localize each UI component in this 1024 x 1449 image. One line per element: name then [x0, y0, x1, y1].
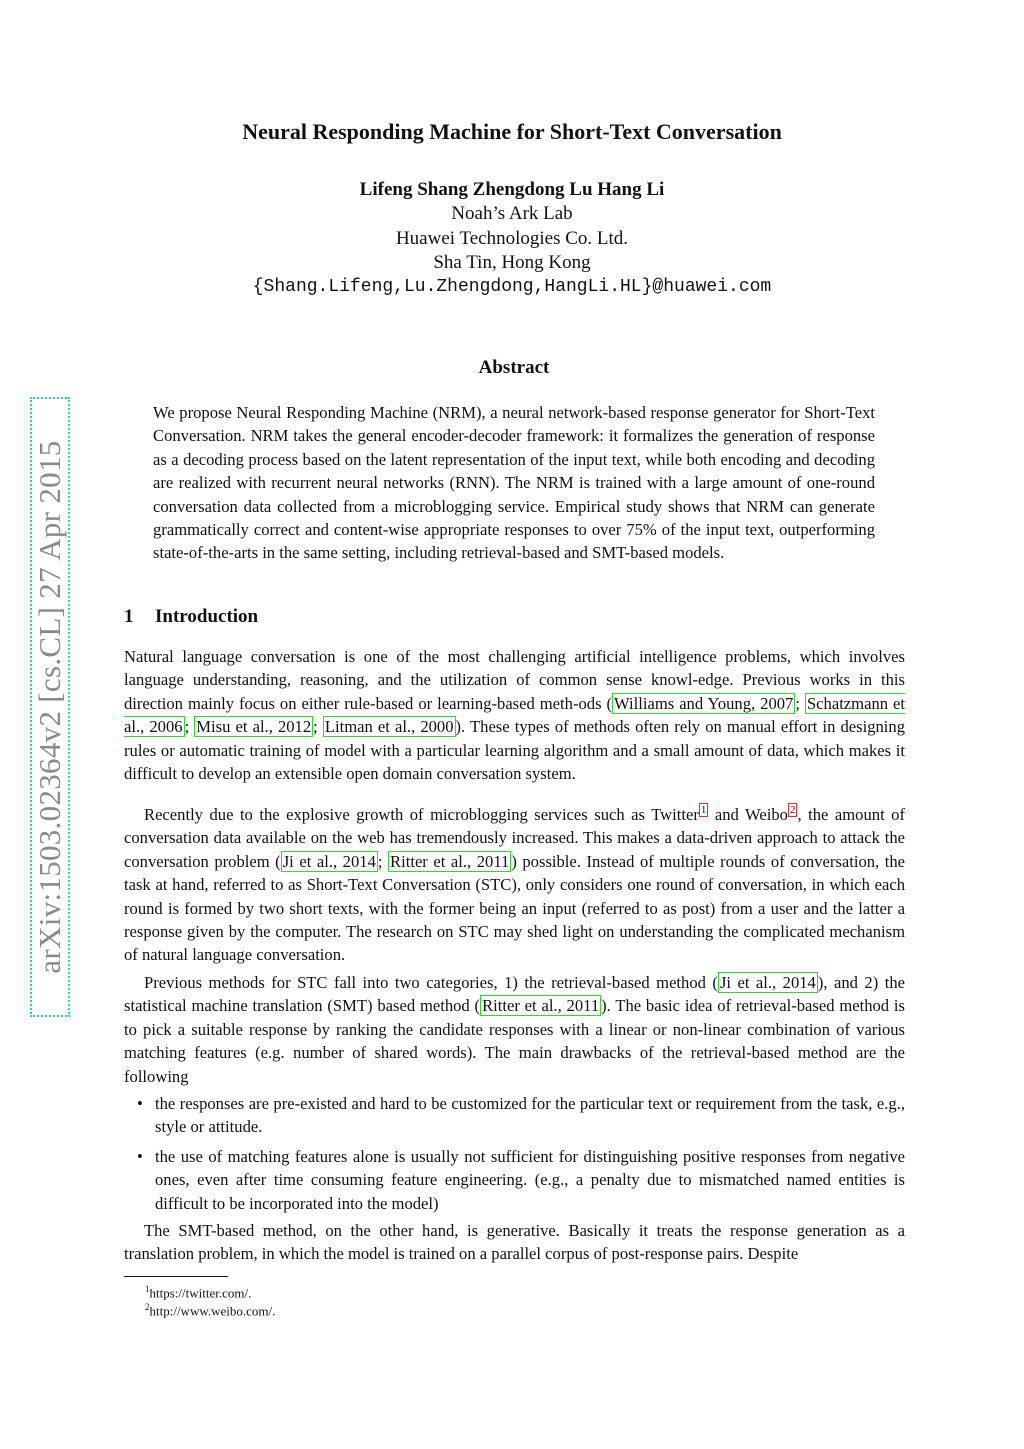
citation-link[interactable]: Litman et al., 2000	[324, 717, 454, 737]
footnote-divider	[124, 1276, 228, 1277]
footnote-1: $^1$https://twitter.com/.	[145, 1284, 252, 1301]
abstract-heading: Abstract	[478, 357, 550, 378]
author-email[interactable]: {Shang.Lifeng,Lu.Zhengdong,HangLi.HL}@huawei.com	[252, 277, 772, 297]
footnote-ref-link[interactable]: 2	[789, 804, 796, 817]
bullet-item: • the use of matching features alone is usually not sufficient for distinguishing positive responses from negative ones, even after time consuming feature engineering. (e.g., a penalty due to mismatched named entities is difficult to be incorporated into the model)	[137, 1147, 905, 1213]
bullet-dot-icon: •	[137, 1147, 143, 1166]
intro-paragraph-2: Recently due to the explosive growth of microblogging services such as Twitter $^1$ and Weibo $^2$ , the amount of conversation data available on the web has tremendously increased. This makes a data-driven approach to attack the conversation problem ( Ji et al., 2014 ; Ritter et al., 2011 ) possible. Instead of multiple rounds of conversation, the task at hand, referred to as Short-Text Conversation (STC), only considers one round of conversation, in which each round is formed by two short texts, with the former being an input (referred to as post) from a user and the latter a response given by the computer. The research on STC may shed light on understanding the complicated mechanism of natural language conversation.	[124, 804, 906, 965]
bullet-item: • the responses are pre-existed and hard to be customized for the particular text or requirement from the task, e.g., style or attitude.	[137, 1094, 905, 1137]
section-heading	[124, 606, 258, 628]
intro-paragraph-4: The SMT-based method, on the other hand, is generative. Basically it treats the response generation as a translation problem, in which the model is trained on a parallel corpus of post-response pairs. Despite	[124, 1221, 905, 1264]
abstract-text: We propose Neural Responding Machine (NRM), a neural network-based response generator for Short-Text Conversation. NRM takes the general encoder-decoder framework: it formalizes the generation of response as a decoding process based on the latent representation of the input text, while both encoding and decoding are realized with recurrent neural networks (RNN). The NRM is trained with a large amount of one-round conversation data collected from a microblogging service. Empirical study shows that NRM can generate grammatically correct and content-wise appropriate responses to over 75% of the input text, outperforming state-of-the-arts in the same setting, including retrieval-based and SMT-based models.	[153, 403, 875, 563]
affiliation-company: Huawei Technologies Co. Ltd.	[395, 228, 629, 249]
author-list: Lifeng Shang Zhengdong Lu Hang Li	[359, 179, 665, 200]
footnote-2: $^2$http://www.weibo.com/.	[145, 1302, 276, 1319]
citation-link[interactable]: Ritter et al., 2011	[482, 996, 600, 1016]
citation-link[interactable]: Misu et al., 2012	[196, 717, 312, 737]
citation-link[interactable]: Williams and Young, 2007	[614, 693, 794, 713]
bullet-dot-icon: •	[137, 1094, 143, 1113]
citation-link[interactable]: Ji et al., 2014	[719, 973, 816, 992]
intro-paragraph-1: Natural language conversation is one of the most challenging artificial intelligence problems, which involves language understanding, reasoning, and the utilization of common sense knowl-edge. Previous works in this direction mainly focus on either rule-based or learning-based meth-ods ( Williams and Young, 2007 ; Schatzmann et al., 2006 ; Misu et al., 2012 ; Litman et al., 2000 ). These types of methods often rely on manual effort in designing rules or automatic training of model with a particular learning algorithm and a small amount of data, which makes it difficult to develop an extensible open domain conversation system.	[124, 647, 906, 784]
affiliation-location: Sha Tin, Hong Kong	[433, 252, 591, 273]
section-number: 1	[124, 606, 134, 627]
arxiv-identifier-stamp[interactable]: arXiv:1503.02364v2 [cs.CL] 27 Apr 2015	[30, 397, 70, 1017]
intro-paragraph-3: Previous methods for STC fall into two categories, 1) the retrieval-based method ( Ji et al., 2014 ), and 2) the statistical machine translation (SMT) based method ( Ritter et al., 2011 ). The basic idea of retrieval-based method is to pick a suitable response by ranking the candidate responses with a linear or non-linear combination of various matching features (e.g. number of shared words). The main drawbacks of the retrieval-based method are the following	[124, 973, 905, 1086]
affiliation-lab: Noah’s Ark Lab	[451, 203, 573, 224]
section-title: Introduction	[155, 606, 259, 627]
footnote-ref-link[interactable]: 1	[700, 804, 707, 817]
citation-link[interactable]: Ritter et al., 2011	[390, 851, 510, 871]
citation-link[interactable]: Schatzmann et al., 2006	[124, 693, 905, 737]
paper-title: Neural Responding Machine for Short-Text Conversation	[242, 119, 782, 144]
citation-link[interactable]: Ji et al., 2014	[282, 851, 376, 871]
